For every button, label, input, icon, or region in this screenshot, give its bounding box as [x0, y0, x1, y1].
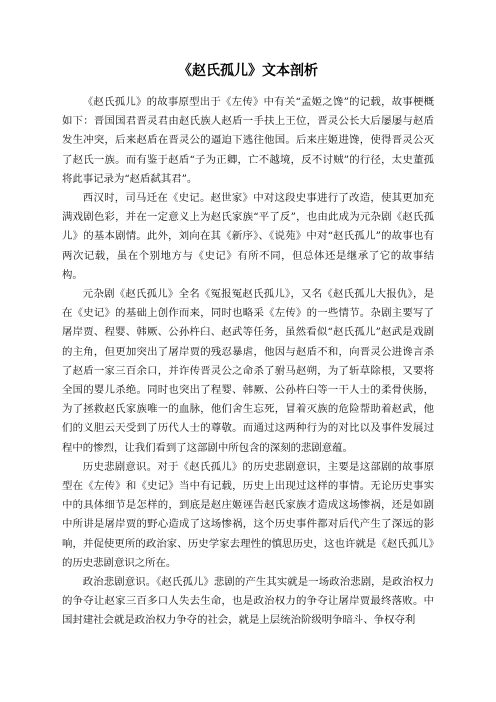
document-title: 《赵氏孤儿》文本剖析 [178, 63, 318, 79]
document-body [62, 93, 434, 631]
paragraph-2: 西汉时，司马迁在《史记。赵世家》中对这段史事进行了改造，使其更加充满戏剧色彩，并在一定意义上为赵氏家族“平了反”，也由此成为元杂剧《赵氏孤儿》的基本剧情。此外，刘向在其《新序》、《说苑》中对“赵氏孤儿”的故事也有两次记载，虽在个别地方与《史记》有所不同，但总体还是继承了它的故事结构。 [62, 192, 434, 281]
paragraph-3: 元杂剧《赵氏孤儿》全名《冤报冤赵氏孤儿》，又名《赵氏孤儿大报仇》，是在《史记》的基础上创作而来，同时也略采《左传》的一些情节。杂剧主要写了屠岸贾、程婴、韩厥、公孙杵臼、赵武等任务，虽然看似“赵氏孤儿”赵武是戏剧的主角，但更加突出了屠岸贾的残忍暴虐，他因与赵盾不和，向晋灵公进谗言杀了赵盾一家三百余口，并诈传晋灵公之命杀了驸马赵朔，为了斩草除根，又要将全国的婴儿杀绝。同时也突出了程婴、韩厥、公孙杵臼等一干人士的柔骨侠肠，为了拯救赵氏家族唯一的血脉，他们舍生忘死，冒着灭族的危险帮助着赵武，他们的义胆云天受到了历代人士的尊敬。而通过这两种行为的对比以及事件发展过程中的惨烈，让我们看到了这部剧中所包含的深刻的悲剧意蕴。 [62, 288, 434, 454]
paragraph-1: 《赵氏孤儿》的故事原型出于《左传》中有关“孟姬之馋”的记载，故事梗概如下：晋国国君晋灵君由赵氏族人赵盾一手扶上王位，晋灵公长大后屡屡与赵盾发生冲突，后来赵盾在晋灵公的逼迫下逃往他国。后来庄姬进馋，使得晋灵公灭了赵氏一族。而有鉴于赵盾“子为正卿，亡不越境，反不讨贼”的行径，太史董孤将此事记录为“赵盾弑其君”。 [62, 96, 434, 185]
paragraph-5: 政治悲剧意识。《赵氏孤儿》悲剧的产生其实就是一场政治悲剧，是政治权力的争夺让赵家三百多口人失去生命，也是政治权力的争夺让屠岸贾最终落败。中国封建社会就是政治权力争夺的社会，就是上层统治阶级明争暗斗、争权夺利 [62, 576, 434, 627]
paragraph-4: 历史悲剧意识。对于《赵氏孤儿》的历史悲剧意识，主要是这部剧的故事原型在《左传》和《史记》当中有记载，历史上出现过这样的事情。无论历史事实中的具体细节是怎样的，到底是赵庄姬诬告赵氏家族才造成这场惨祸，还是如剧中所讲是屠岸贾的野心造成了这场惨祸，这个历史事件都对后代产生了深远的影响，并促使更所的政治家、历史学家去理性的慎思历史，这也许就是《赵氏孤儿》的历史悲剧意识之所在。 [62, 460, 434, 569]
